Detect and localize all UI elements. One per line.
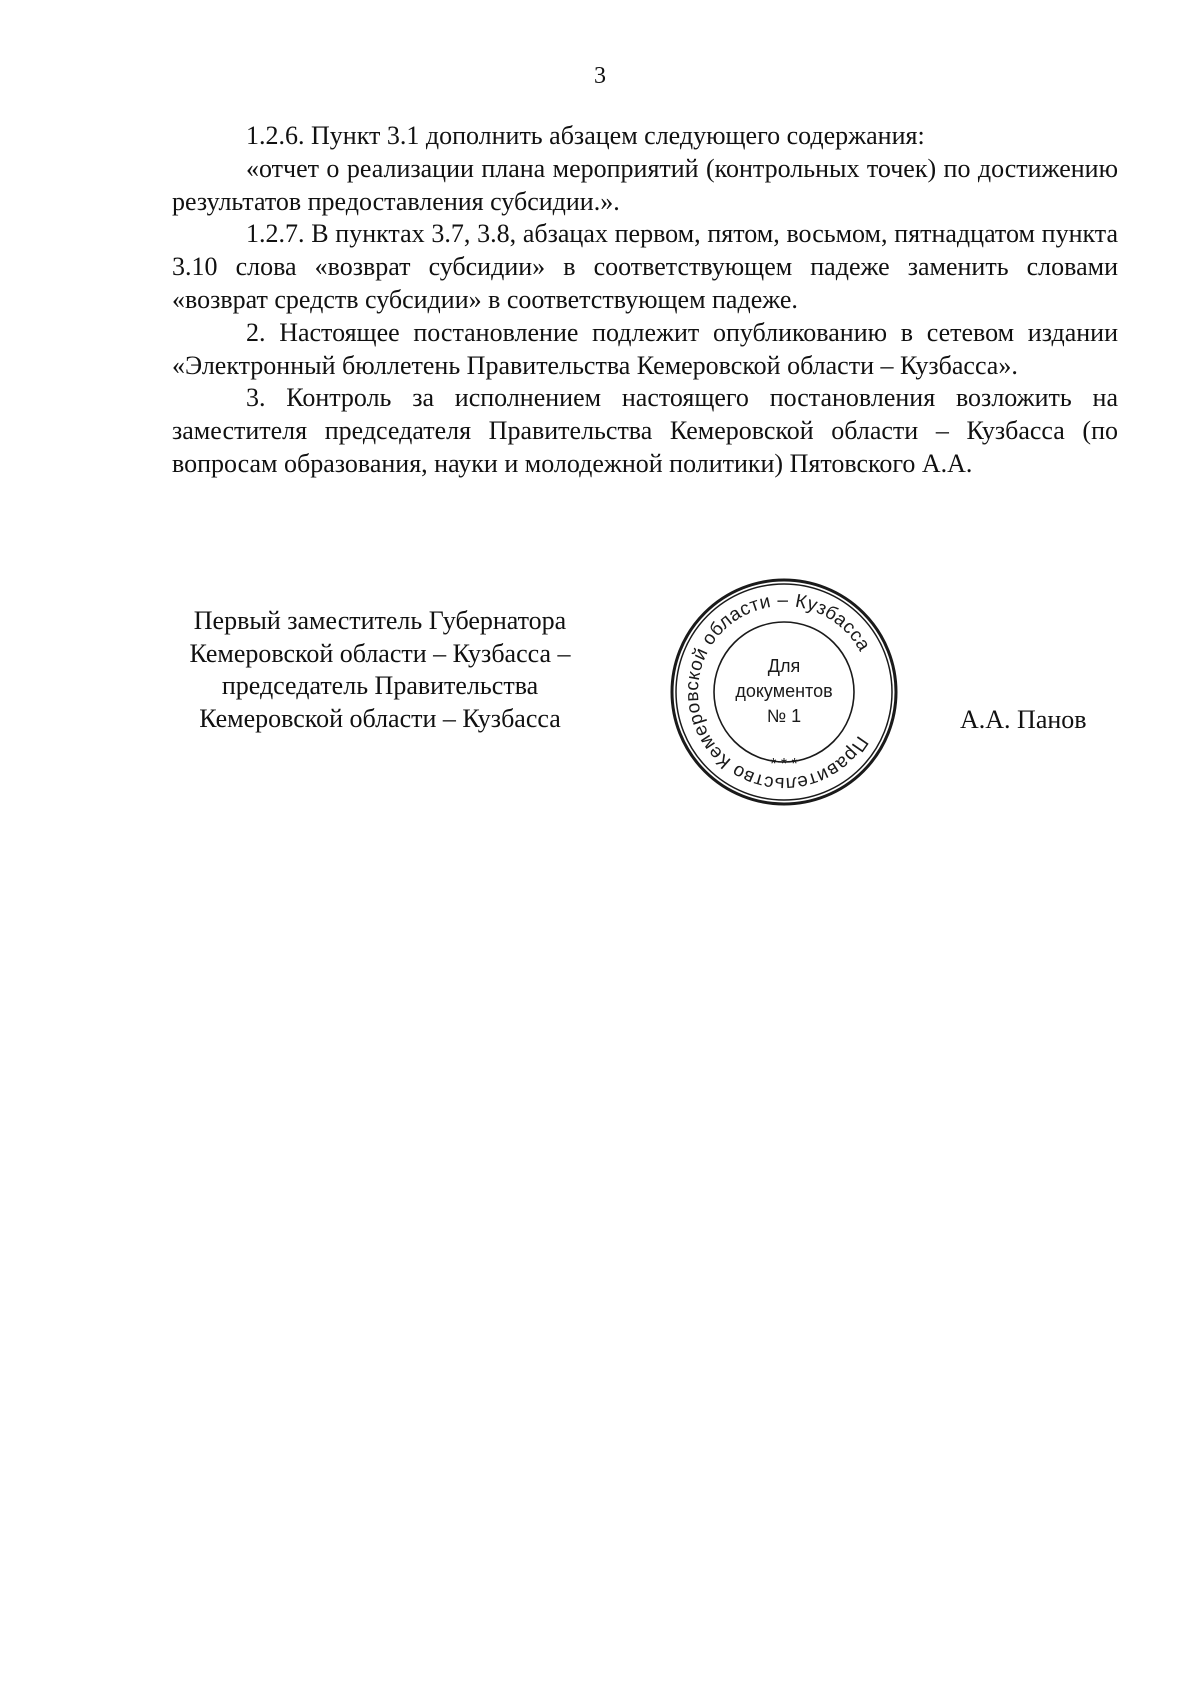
paragraph-3: 3. Контроль за исполнением настоящего постановления возложить на заместителя председателя Правительства Кемеровской области – Кузбасса (по вопросам образования, науки и молодежной политики) Пятовского А.А. <box>172 383 1118 478</box>
signatory-title-line: Первый заместитель Губернатора <box>193 606 567 635</box>
signatory-title <box>150 605 610 735</box>
stamp-center-line: Для <box>767 656 801 676</box>
paragraph-quote: «отчет о реализации плана мероприятий (контрольных точек) по достижению результатов предоставления субсидии.». <box>172 153 1118 216</box>
stamp-stars: * * * <box>770 756 798 773</box>
paragraph-1-2-6: 1.2.6. Пункт 3.1 дополнить абзацем следующего содержания: <box>246 121 925 150</box>
stamp-center-line: документов <box>735 681 833 701</box>
page-number: 3 <box>594 63 606 89</box>
signer-name: А.А. Панов <box>960 705 1087 734</box>
paragraph-1-2-7: 1.2.7. В пунктах 3.7, 3.8, абзацах первом, пятом, восьмом, пятнадцатом пункта 3.10 слова «возврат субсидии» в соответствующем падеже заменить словами «возврат средств субсидии» в соответствующем падеже. <box>172 219 1118 314</box>
signatory-title-line: председатель Правительства <box>221 671 539 700</box>
stamp-graphic <box>668 576 900 808</box>
signatory-title-line: Кемеровской области – Кузбасса – <box>189 638 571 668</box>
official-stamp <box>668 576 900 808</box>
stamp-center-line: № 1 <box>766 706 802 726</box>
stamp-ring-text: Правительство Кемеровской области – Кузбасса <box>681 589 875 795</box>
signatory-title-line: Кемеровской области – Кузбасса <box>199 703 561 733</box>
paragraph-2: 2. Настоящее постановление подлежит опубликованию в сетевом издании «Электронный бюллетень Правительства Кемеровской области – Кузбасса». <box>172 317 1118 380</box>
document-body <box>172 120 1118 481</box>
